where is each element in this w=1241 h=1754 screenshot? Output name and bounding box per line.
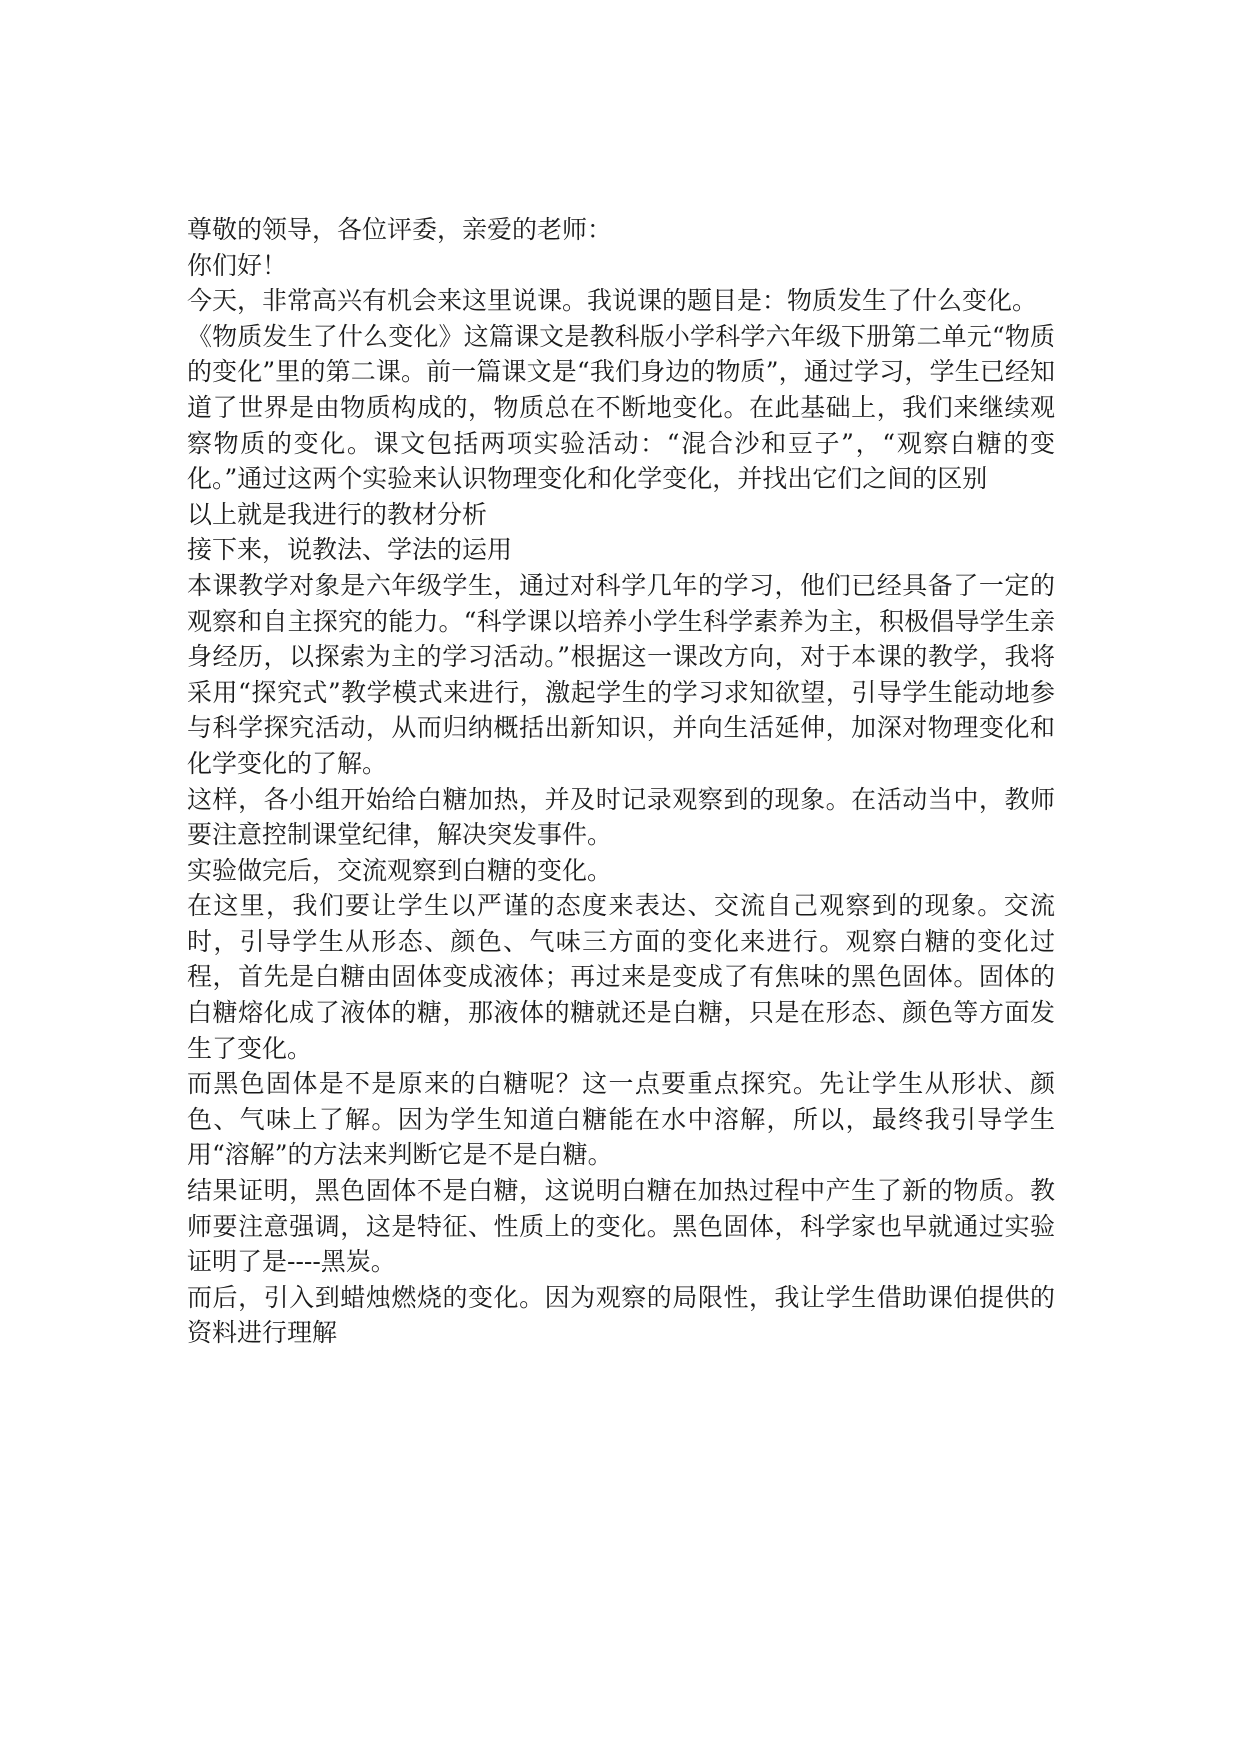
candle-burning-paragraph: 而后，引入到蜡烛燃烧的变化。因为观察的局限性，我让学生借助课伯提供的资料进行理解	[187, 1282, 1055, 1348]
result-conclusion-paragraph: 结果证明，黑色固体不是白糖，这说明白糖在加热过程中产生了新的物质。教师要注意强调，这是特征、性质上的变化。黑色固体，科学家也早就通过实验证明了是----黑炭。	[187, 1176, 1055, 1277]
intro-paragraph: 今天，非常高兴有机会来这里说课。我说课的题目是：物质发生了什么变化。	[187, 286, 1038, 316]
teaching-method-paragraph: 本课教学对象是六年级学生，通过对科学几年的学习，他们已经具备了一定的观察和自主探究的能力。“科学课以培养小学生科学素养为主，积极倡导学生亲身经历，以探索为主的学习活动。”根据这一课改方向，对于本课的教学，我将采用“探究式”教学模式来进行，激起学生的学习求知欲望，引导学生能动地参与科学探究活动，从而归纳概括出新知识，并向生活延伸，加深对物理变化和化学变化的了解。	[187, 570, 1055, 778]
document-body	[187, 212, 1055, 1351]
experiment-exchange-line: 实验做完后，交流观察到白糖的变化。	[187, 855, 613, 885]
greeting-hello: 你们好！	[187, 250, 288, 280]
textbook-analysis-paragraph: 《物质发生了什么变化》这篇课文是教科版小学科学六年级下册第二单元“物质的变化”里的第二课。前一篇课文是“我们身边的物质”，通过学习，学生已经知道了世界是由物质构成的，物质总在不断地变化。在此基础上，我们来继续观察物质的变化。课文包括两项实验活动：“混合沙和豆子”，“观察白糖的变化。”通过这两个实验来认识物理变化和化学变化，并找出它们之间的区别	[187, 321, 1055, 494]
method-transition-line: 接下来，说教法、学法的运用	[187, 535, 513, 565]
black-solid-inquiry-paragraph: 而黑色固体是不是原来的白糖呢？这一点要重点探究。先让学生从形状、颜色、气味上了解。因为学生知道白糖能在水中溶解，所以，最终我引导学生用“溶解”的方法来判断它是不是白糖。	[187, 1069, 1055, 1170]
experiment-activity-paragraph: 这样，各小组开始给白糖加热，并及时记录观察到的现象。在活动当中，教师要注意控制课堂纪律，解决突发事件。	[187, 784, 1055, 850]
analysis-summary-line: 以上就是我进行的教材分析	[187, 499, 488, 529]
observation-exchange-paragraph: 在这里，我们要让学生以严谨的态度来表达、交流自己观察到的现象。交流时，引导学生从形态、颜色、气味三方面的变化来进行。观察白糖的变化过程，首先是白糖由固体变成液体；再过来是变成了有焦味的黑色固体。固体的白糖熔化成了液体的糖，那液体的糖就还是白糖，只是在形态、颜色等方面发生了变化。	[187, 891, 1055, 1063]
greeting-line: 尊敬的领导，各位评委，亲爱的老师：	[187, 215, 613, 244]
